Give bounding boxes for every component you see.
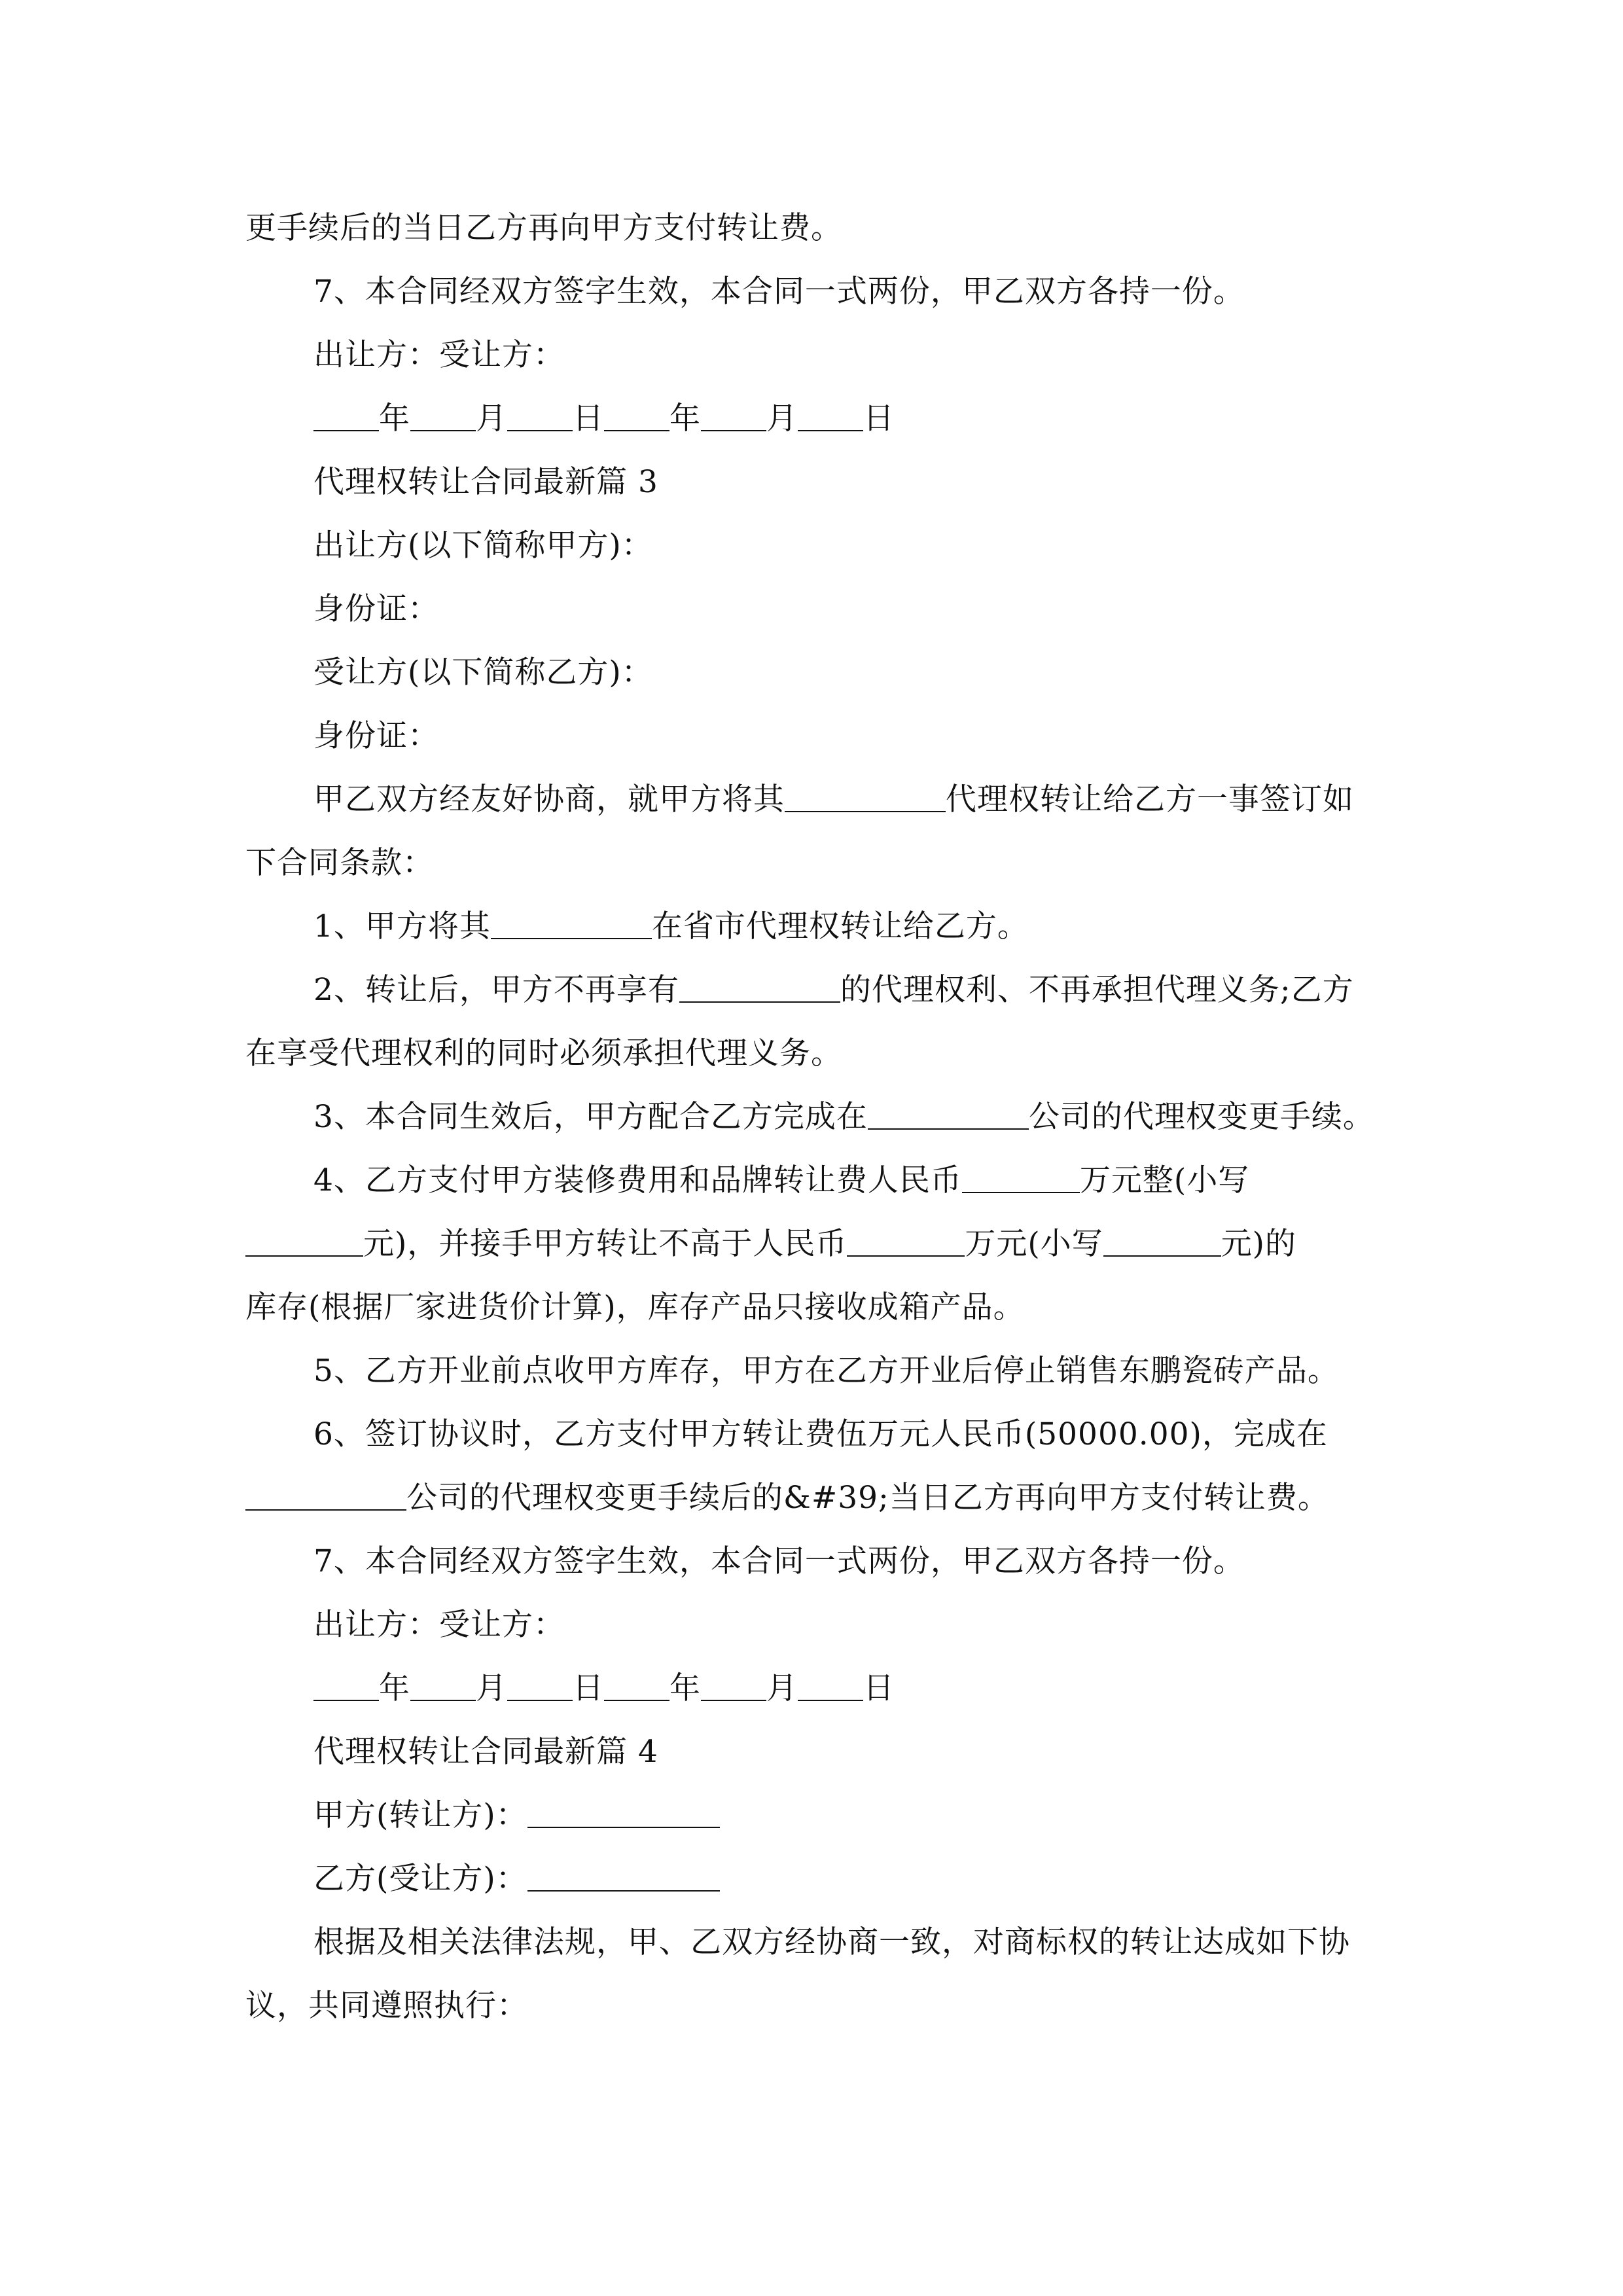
clause-4: 4、乙方支付甲方装修费用和品牌转让费人民币 万元整(小写 <box>313 1162 1250 1198</box>
blank-line <box>679 1001 840 1003</box>
blank-line <box>604 430 669 431</box>
paragraph-continuation: 更手续后的当日乙方再向甲方支付转让费。 <box>245 210 842 246</box>
blank-line <box>798 1700 863 1701</box>
blank-line <box>701 1700 766 1701</box>
id-card-label: 身份证： <box>313 591 439 627</box>
clause-3: 3、本合同生效后，甲方配合乙方完成在 公司的代理权变更手续。 <box>313 1099 1374 1135</box>
party-b-label: 受让方(以下简称乙方)： <box>313 655 653 691</box>
day-label: 日 <box>863 401 895 437</box>
signature-date-line <box>245 387 1384 450</box>
clause-2-continuation: 在享受代理权利的同时必须承担代理义务。 <box>245 1035 842 1071</box>
month-label: 月 <box>476 401 507 437</box>
blank-line <box>245 1509 406 1511</box>
clause-6-continuation: 公司的代理权变更手续后的&#39;当日乙方再向甲方支付转让费。 <box>245 1466 1384 1530</box>
year-label: 年 <box>379 401 410 437</box>
blank-line <box>313 1700 379 1701</box>
preamble-continuation: 下合同条款： <box>245 845 434 881</box>
clause-1: 1、甲方将其 在省市代理权转让给乙方。 <box>313 908 1029 944</box>
blank-line <box>507 430 573 431</box>
clause-6: 6、签订协议时，乙方支付甲方转让费伍万元人民币(50000.00)，完成在 <box>313 1416 1328 1452</box>
blank-line <box>410 1700 476 1701</box>
month-label: 月 <box>766 1670 798 1706</box>
blank-line <box>604 1700 669 1701</box>
blank-line <box>1103 1255 1221 1257</box>
signature-parties: 出让方：受让方： <box>313 337 565 373</box>
party-b-field: 乙方(受让方)： <box>245 1847 1384 1910</box>
document-body <box>245 196 1384 2037</box>
blank-line <box>527 1827 720 1828</box>
blank-line <box>798 430 863 431</box>
agreement-preamble: 根据及相关法律法规，甲、乙双方经协商一致，对商标权的转让达成如下协 <box>313 1924 1350 1960</box>
clause-4-continuation: 库存(根据厂家进货价计算)，库存产品只接收成箱产品。 <box>245 1289 1025 1325</box>
year-label: 年 <box>669 1670 701 1706</box>
blank-line <box>962 1192 1080 1193</box>
blank-line <box>527 1890 720 1892</box>
blank-line <box>701 430 766 431</box>
month-label: 月 <box>476 1670 507 1706</box>
party-a-field: 甲方(转让方)： <box>245 1784 1384 1847</box>
blank-line <box>491 938 652 939</box>
blank-line <box>868 1128 1029 1130</box>
signature-date-line <box>245 1657 1384 1720</box>
signature-parties: 出让方：受让方： <box>313 1607 565 1643</box>
section-title: 代理权转让合同最新篇 4 <box>313 1734 658 1770</box>
id-card-label: 身份证： <box>313 718 439 754</box>
year-label: 年 <box>379 1670 410 1706</box>
clause-4-continuation: 元)，并接手甲方转让不高于人民币 万元(小写 元)的 <box>245 1212 1384 1276</box>
preamble: 甲乙双方经友好协商，就甲方将其 代理权转让给乙方一事签订如 <box>313 781 1354 817</box>
clause-2: 2、转让后，甲方不再享有 的代理权利、不再承担代理义务;乙方 <box>313 972 1354 1008</box>
month-label: 月 <box>766 401 798 437</box>
year-label: 年 <box>669 401 701 437</box>
blank-line <box>507 1700 573 1701</box>
day-label: 日 <box>863 1670 895 1706</box>
blank-line <box>313 430 379 431</box>
blank-line <box>785 811 946 812</box>
blank-line <box>410 430 476 431</box>
day-label: 日 <box>573 401 604 437</box>
blank-line <box>847 1255 965 1257</box>
party-a-label: 出让方(以下简称甲方)： <box>313 528 653 564</box>
clause-5: 5、乙方开业前点收甲方库存，甲方在乙方开业后停止销售东鹏瓷砖产品。 <box>313 1353 1339 1389</box>
section-title: 代理权转让合同最新篇 3 <box>313 464 658 500</box>
blank-line <box>245 1255 363 1257</box>
clause-7: 7、本合同经双方签字生效，本合同一式两份，甲乙双方各持一份。 <box>313 274 1245 310</box>
clause-7: 7、本合同经双方签字生效，本合同一式两份，甲乙双方各持一份。 <box>313 1543 1245 1579</box>
agreement-preamble-continuation: 议，共同遵照执行： <box>245 1988 528 2024</box>
day-label: 日 <box>573 1670 604 1706</box>
